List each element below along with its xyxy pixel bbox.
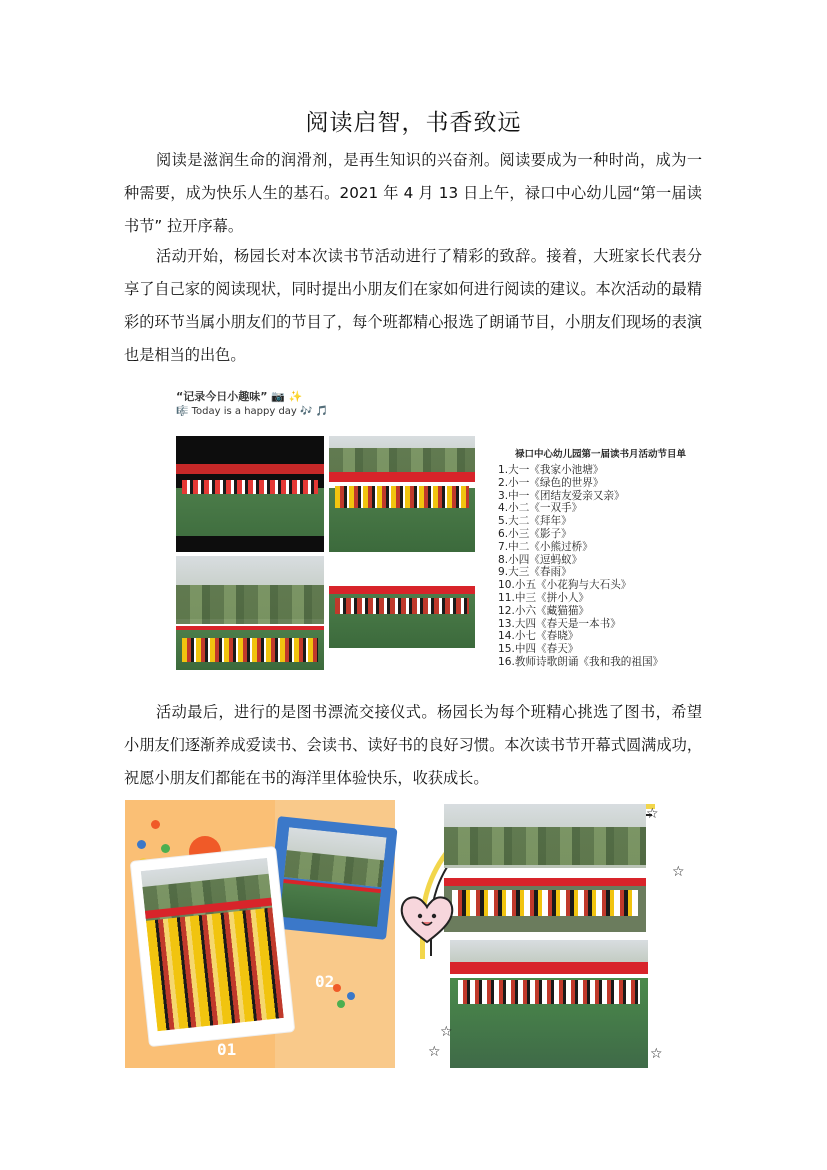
photo-stage-performance-2 [329,436,475,552]
program-item: 8.小四《逗蚂蚁》 [498,553,583,566]
collage-tag-02: 02 [315,972,335,991]
photo-frame-white [131,847,295,1046]
program-item: 16.教师诗歌朗诵《我和我的祖国》 [498,655,664,668]
program-item: 6.小三《影子》 [498,527,572,540]
program-item: 14.小七《春晓》 [498,630,579,643]
photo-stage-performance-1 [176,436,324,552]
program-item: 2.小一《绿色的世界》 [498,476,604,489]
paragraph-activity: 活动开始，杨园长对本次读书节活动进行了精彩的致辞。接着，大班家长代表分享了自己家的阅读现状，同时提出小朋友们在家如何进行阅读的建议。本次活动的最精彩的环节当属小朋友们的节目了，每个班都精心报选了朗诵节目，小朋友们现场的表演也是相当的出色。 [124,247,702,364]
program-item: 1.大一《我家小池塘》 [498,464,604,476]
program-item: 13.大四《春天是一本书》 [498,617,621,630]
paragraph-conclusion: 活动最后，进行的是图书漂流交接仪式。杨园长为每个班精心挑选了图书，希望小朋友们逐渐养成爱读书、会读书、读好书的良好习惯。本次读书节开幕式圆满成功，祝愿小朋友们都能在书的海洋里体验快乐，收获成长。 [124,703,702,787]
star-icon: ☆ [646,806,659,822]
photo-stage-performance-3 [176,556,324,670]
photo-collage-program [172,384,708,674]
star-icon: ☆ [672,864,685,880]
decor-dot-icon [337,1000,345,1008]
heart-sticker-icon [398,892,456,944]
collage-caption-title: “记录今日小趣味” 📷 ✨ [176,390,303,403]
program-item: 9.大三《春雨》 [498,566,572,579]
photo-ceremony-field [450,940,648,1068]
photo-stage-performance-4 [329,580,475,648]
decor-dot-icon [161,844,170,853]
paragraph-intro: 阅读是滋润生命的润滑剂，是再生知识的兴奋剂。阅读要成为一种时尚，成为一种需要，成为快乐人生的基石。2021 年 4 月 13 日上午，禄口中心幼儿园“第一届读书节” 拉开序幕。 [124,151,702,235]
program-item: 15.中四《春天》 [498,643,579,656]
photo-collage-sticker [398,800,698,1068]
star-icon: ☆ [440,1024,453,1040]
program-list [498,446,703,669]
program-item: 10.小五《小花狗与大石头》 [498,579,632,592]
decor-dot-icon [151,820,160,829]
program-list-title: 禄口中心幼儿园第一届读书月活动节目单 [514,449,686,460]
program-item: 12.小六《藏猫猫》 [498,604,590,617]
star-icon: ☆ [650,1046,663,1062]
program-item: 7.中二《小熊过桥》 [498,540,593,553]
decor-dot-icon [137,840,146,849]
photo-ceremony-stage [444,804,646,932]
page-title: 阅读启智，书香致远 [305,110,522,136]
collage-tag-01: 01 [217,1040,237,1059]
program-item: 4.小二《一双手》 [498,502,583,515]
collage-caption-subtitle: 🎼 Today is a happy day 🎶 🎵 [176,406,329,417]
program-item: 5.大二《拜年》 [498,515,572,528]
program-item: 3.中一《团结友爱亲又亲》 [498,489,625,502]
decor-dot-icon [347,992,355,1000]
program-item: 11.中三《拼小人》 [498,591,590,604]
star-icon: ☆ [428,1044,441,1060]
photo-frame-blue [266,816,397,940]
